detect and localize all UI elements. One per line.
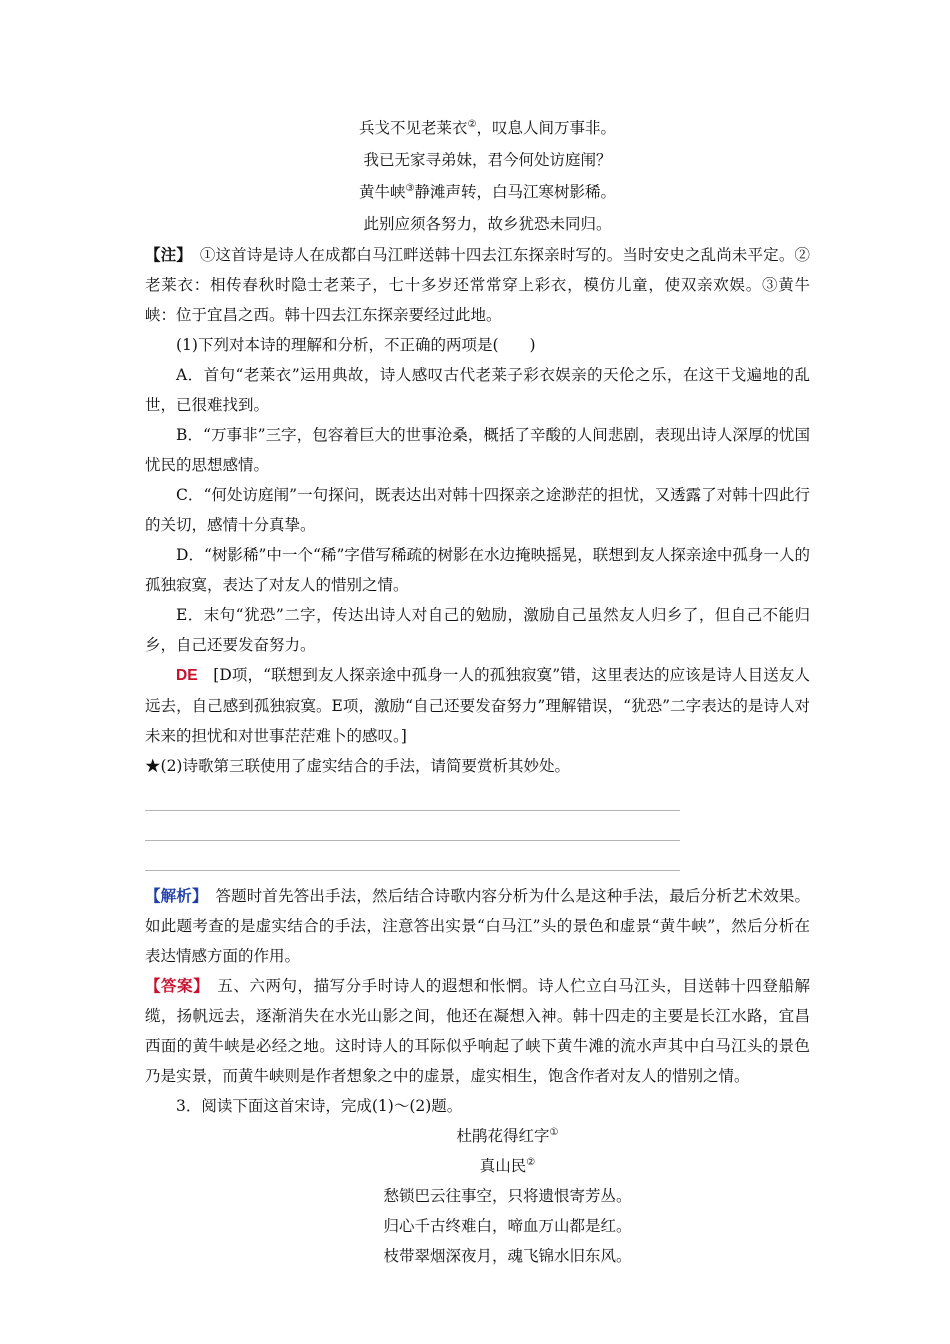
poem-line: 黄牛峡③静滩声转，白马江寒树影稀。: [359, 182, 616, 201]
poem-author: 真山民②: [479, 1156, 536, 1175]
poem-line: 愁锁巴云往事空，只将遗恨寄芳丛。: [383, 1187, 632, 1205]
poem-line: 枝带翠烟深夜月，魂飞锦水旧东风。: [383, 1247, 632, 1265]
answer-blank-line[interactable]: [145, 870, 680, 871]
poem-line: 归心千古终难白，啼血万山都是红。: [383, 1217, 632, 1235]
answer-paragraph: 【答案】 五、六两句，描写分手时诗人的遐想和怅惘。诗人伫立白马江头，目送韩十四登船解缆，扬帆远去，逐渐消失在水光山影之间，他还在凝想入神。韩十四走的主要是长江水路，宜昌西面的黄牛峡是必经之地。这时诗人的耳际似乎响起了峡下黄牛滩的流水声其中白马江头的景色乃是实景，而黄牛峡则是作者想象之中的虚景，虚实相生，饱含作者对友人的惜别之情。: [145, 976, 810, 1085]
option-a: A．首句“老莱衣”运用典故，诗人感叹古代老莱子彩衣娱亲的天伦之乐，在这干戈遍地的乱世，已很难找到。: [145, 366, 810, 414]
answer-blanks: [145, 810, 810, 871]
answer-blank-line[interactable]: [145, 840, 680, 841]
question-3-stem: 3．阅读下面这首宋诗，完成(1)～(2)题。: [176, 1097, 463, 1115]
poem-2: [145, 1121, 810, 1271]
note-paragraph: 【注】 ①这首诗是诗人在成都白马江畔送韩十四去江东探亲时写的。当时安史之乱尚未平定。②老莱衣：相传春秋时隐士老莱子，七十多岁还常常穿上彩衣，模仿儿童，使双亲欢娱。③黄牛峡：位于宜昌之西。韩十四去江东探亲要经过此地。: [145, 245, 810, 324]
answer-key: DE: [176, 667, 198, 684]
question-1-stem: (1)下列对本诗的理解和分析，不正确的两项是( ): [176, 336, 536, 354]
note-tag: 【注】: [145, 245, 185, 264]
poem-line: 此别应须各努力，故乡犹恐未同归。: [363, 215, 612, 233]
analysis-paragraph: 【解析】 答题时首先答出手法，然后结合诗歌内容分析为什么是这种手法，最后分析艺术效果。如此题考查的是虚实结合的手法，注意答出实景“白马江”头的景色和虚景“黄牛峡”，然后分析在表达情感方面的作用。: [145, 886, 810, 965]
poem-title: 杜鹃花得红字①: [456, 1126, 559, 1145]
option-e: E．末句“犹恐”二字，传达出诗人对自己的勉励，激励自己虽然友人归乡了，但自己不能归乡，自己还要发奋努力。: [145, 606, 810, 654]
answer-tag: 【答案】: [145, 976, 202, 995]
answer-blank-line[interactable]: [145, 810, 680, 811]
analysis-tag: 【解析】: [145, 886, 200, 905]
option-c: C．“何处访庭闱”一句探问，既表达出对韩十四探亲之途渺茫的担忧，又透露了对韩十四此行的关切，感情十分真挚。: [145, 486, 810, 534]
poem-line: 兵戈不见老莱衣②，叹息人间万事非。: [359, 118, 616, 137]
footnote-marker: ②: [526, 1156, 536, 1168]
question-1-answer: DE [D项，“联想到友人探亲途中孤身一人的孤独寂寞”错，这里表达的应该是诗人目送友人远去，自己感到孤独寂寞。E项，激励“自己还要发奋努力”理解错误，“犹恐”二字表达的是诗人对未来的担忧和对世事茫茫难卜的感叹。]: [145, 666, 810, 745]
footnote-marker: ①: [549, 1126, 559, 1138]
option-d: D．“树影稀”中一个“稀”字借写稀疏的树影在水边掩映摇晃，联想到友人探亲途中孤身一人的孤独寂寞，表达了对友人的惜别之情。: [145, 546, 810, 594]
star-icon: ★: [145, 757, 161, 775]
question-2-stem: ★(2)诗歌第三联使用了虚实结合的手法，请简要赏析其妙处。: [145, 757, 570, 775]
poem-1: [145, 112, 810, 240]
option-b: B．“万事非”三字，包容着巨大的世事沧桑，概括了辛酸的人间悲剧，表现出诗人深厚的忧国忧民的思想感情。: [145, 426, 810, 474]
poem-line: 我已无家寻弟妹，君今何处访庭闱？: [363, 151, 612, 169]
document-page: [145, 112, 810, 1271]
footnote-marker: ②: [467, 118, 477, 130]
footnote-marker: ③: [405, 182, 415, 194]
